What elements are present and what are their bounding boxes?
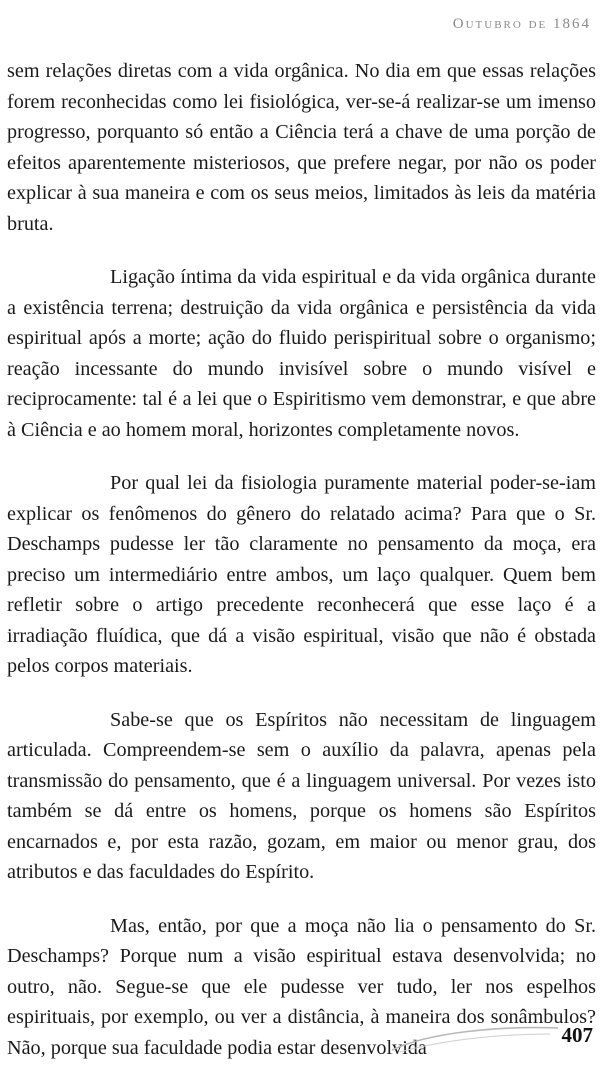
swoosh-ornament-icon (390, 1018, 560, 1058)
page-body (7, 56, 596, 1086)
paragraph-4: Sabe-se que os Espíritos não necessitam de linguagem articulada. Compreendem-se sem o auxílio da palavra, apenas pela transmissão do pensamento, que é a linguagem universal. Por vezes isto também se dá entre os homens, porque os homens são Espíritos encarnados e, por esta razão, gozam, em maior ou menor grau, dos atributos e das faculdades do Espírito. (7, 708, 596, 883)
paragraph-5: Mas, então, por que a moça não lia o pensamento do Sr. Deschamps? Porque num a visão espiritual estava desenvolvida; no outro, não. Segue-se que ele pudesse ver tudo, ler nos espelhos espirituais, por exemplo, ou ver a distância, à maneira dos sonâmbulos? Não, porque sua faculdade podia estar desenvolvida (7, 914, 596, 1059)
paragraph-2: Ligação íntima da vida espiritual e da vida orgânica durante a existência terrena; destruição da vida orgânica e persistência da vida espiritual após a morte; ação do fluido perispiritual sobre o organismo; reação incessante do mundo invisível sobre o mundo visível e reciprocamente: tal é a lei que o Espiritismo vem demonstrar, e que abre à Ciência e ao homem moral, horizontes completamente novos. (7, 266, 596, 441)
page-number: 407 (561, 1023, 593, 1047)
page-footer (0, 1008, 603, 1068)
paragraph-1: sem relações diretas com a vida orgânica. No dia em que essas relações forem reconhecidas como lei fisiológica, ver-se-á realizar-se um imenso progresso, porquanto só então a Ciência terá a chave de uma porção de efeitos aparentemente misteriosos, que prefere negar, por não os poder explicar à sua maneira e com os seus meios, limitados às leis da matéria bruta. (7, 60, 596, 235)
paragraph-3: Por qual lei da fisiologia puramente material poder-se-iam explicar os fenômenos do gênero do relatado acima? Para que o Sr. Deschamps pudesse ler tão claramente no pensamento da moça, era preciso um intermediário entre ambos, um laço qualquer. Quem bem refletir sobre o artigo precedente reconhecerá que esse laço é a irradiação fluídica, que dá a visão espiritual, visão que não é obstada pelos corpos materiais. (7, 472, 596, 677)
running-header: Outubro de 1864 (452, 16, 591, 32)
